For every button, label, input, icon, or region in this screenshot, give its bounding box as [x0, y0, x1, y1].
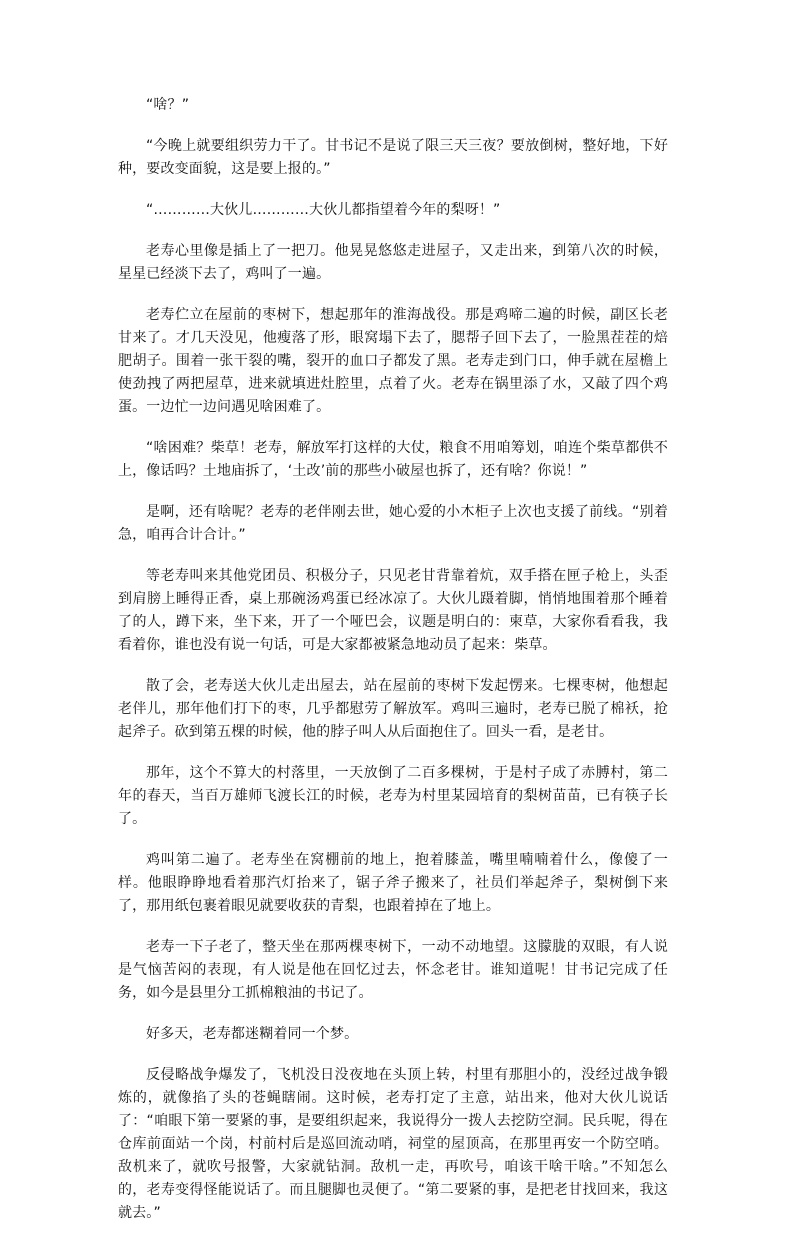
- paragraph: 是啊，还有啥呢？老寿的老伴刚去世，她心爱的小木柜子上次也支援了前线。“别着急，咱再合计合计。”: [118, 504, 668, 543]
- paragraph: 好多天，老寿都迷糊着同一个梦。: [146, 1026, 359, 1042]
- paragraph: 老寿伫立在屋前的枣树下，想起那年的淮海战役。那是鸡啼二遍的时候，副区长老甘来了。才几天没见，他瘦落了形，眼窝塌下去了，腮帮子回下去了，一脸黑茬茬的焙肥胡子。围着一张干裂的嘴，裂开的血口子都发了黑。老寿走到门口，伸手就在屋檐上使劲拽了两把屋草，进来就填进灶腔里，点着了火。老寿在锅里添了水，又敲了四个鸡蛋。一边忙一边问遇见啥困难了。: [118, 307, 668, 415]
- document-body: [118, 94, 668, 1243]
- paragraph: 反侵略战争爆发了，飞机没日没夜地在头顶上转，村里有那胆小的，没经过战争锻炼的，就像掐了头的苍蝇瞎闹。这时候，老寿打定了主意，站出来，他对大伙儿说话了：“咱眼下第一要紧的事，是要组织起来，我说得分一拨人去挖防空洞。民兵呢，得在仓库前面站一个岗，村前村后是巡回流动哨，祠堂的屋顶高，在那里再安一个防空哨。敌机来了，就吹号报警，大家就钻洞。敌机一走，再吹号，咱该干啥干啥。”不知怎么的，老寿变得怪能说话了。而且腿脚也灵便了。“第二要紧的事，是把老甘找回来，我这就去。”: [118, 1067, 668, 1221]
- paragraph: 散了会，老寿送大伙儿走出屋去，站在屋前的枣树下发起愣来。七棵枣树，他想起老伴儿，那年他们打下的枣，几乎都慰劳了解放军。鸡叫三遍时，老寿已脱了棉袄，抢起斧子。砍到第五棵的时候，他的脖子叫人从后面抱住了。回头一看，是老甘。: [118, 678, 668, 740]
- paragraph: “啥困难？柴草！老寿，解放军打这样的大仗，粮食不用咱筹划，咱连个柴草都供不上，像话吗？土地庙拆了，‘土改’前的那些小破屋也拆了，还有啥？你说！”: [118, 440, 668, 479]
- paragraph: 老寿心里像是插上了一把刀。他晃晃悠悠走进屋子，又走出来，到第八次的时候，星星已经淡下去了，鸡叫了一遍。: [118, 243, 668, 282]
- paragraph: “…………大伙儿…………大伙儿都指望着今年的梨呀！”: [146, 202, 501, 218]
- paragraph: 老寿一下子老了，整天坐在那两棵枣树下，一动不动地望。这朦胧的双眼，有人说是气恼苦闷的表现，有人说是他在回忆过去，怀念老甘。谁知道呢！甘书记完成了任务，如今是县里分工抓棉粮油的书记了。: [118, 939, 668, 1001]
- paragraph: 那年，这个不算大的村落里，一天放倒了二百多棵树，于是村子成了赤膊村，第二年的春天，当百万雄师飞渡长江的时候，老寿为村里某园培育的梨树苗苗，已有筷子长了。: [118, 765, 668, 827]
- paragraph: “今晚上就要组织劳力干了。甘书记不是说了限三天三夜？要放倒树，整好地，下好种，要改变面貌，这是要上报的。”: [118, 138, 668, 177]
- paragraph: 等老寿叫来其他党团员、积极分子，只见老甘背靠着炕，双手搭在匣子枪上，头歪到肩膀上睡得正香，桌上那碗汤鸡蛋已经冰凉了。大伙儿蹑着脚，悄悄地围着那个睡着了的人，蹲下来，坐下来，开了一个哑巴会，议题是明白的：柬草，大家你看看我，我看着你，谁也没有说一句话，可是大家都被紧急地动员了起来：柴草。: [118, 568, 668, 653]
- paragraph: 鸡叫第二遍了。老寿坐在窝棚前的地上，抱着膝盖，嘴里喃喃着什么，像傻了一样。他眼睁睁地看着那汽灯抬来了，锯子斧子搬来了，社员们举起斧子，梨树倒下来了，那用纸包裹着眼见就要收获的青梨，也跟着掉在了地上。: [118, 852, 668, 914]
- paragraph: “啥？”: [146, 97, 190, 113]
